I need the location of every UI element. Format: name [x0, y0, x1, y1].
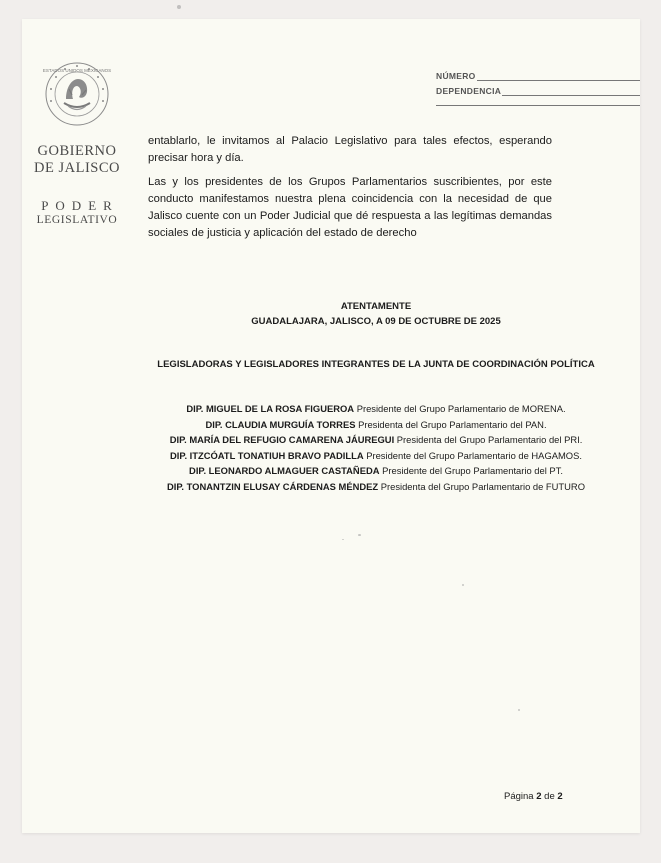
blank-field-line	[436, 97, 640, 106]
signer-line	[122, 417, 630, 433]
de-label: de	[544, 791, 555, 802]
signer-name: DIP. LEONARDO ALMAGUER CASTAÑEDA	[189, 465, 380, 477]
speck	[358, 534, 361, 536]
letter-body	[148, 133, 552, 249]
legislativo-label: LEGISLATIVO	[36, 214, 118, 226]
speck	[462, 584, 464, 586]
page-number	[504, 791, 563, 802]
signer-line	[122, 479, 630, 495]
signer-role: Presidente del Grupo Parlamentario de MORENA.	[356, 403, 566, 414]
poder-label: PODER	[41, 198, 119, 213]
body-paragraph-1: entablarlo, le invitamos al Palacio Legislativo para tales efectos, esperando precisar hora y día.	[148, 135, 552, 164]
letterhead	[22, 59, 132, 227]
signer-name: DIP. TONANTZIN ELUSAY CÁRDENAS MÉNDEZ	[166, 480, 379, 492]
signer-role: Presidente del Grupo Parlamentario de HAGAMOS.	[366, 449, 582, 461]
dependencia-field	[436, 82, 640, 96]
seal-text: ESTADOS UNIDOS MEXICANOS	[42, 68, 112, 73]
gobierno-line-2: DE JALISCO	[34, 160, 120, 176]
page-current: 2	[536, 791, 542, 802]
numero-field	[436, 67, 640, 81]
numero-line	[477, 72, 640, 81]
pagina-label: Página	[504, 791, 534, 802]
atentamente: ATENTAMENTE	[340, 301, 412, 312]
signer-role: Presidenta del Grupo Parlamentario del PRI.	[396, 434, 583, 446]
signer-name: DIP. CLAUDIA MURGUÍA TORRES	[205, 418, 356, 430]
signer-role: Presidente del Grupo Parlamentario del PT.	[382, 465, 563, 477]
signer-line	[122, 448, 630, 464]
place-and-date: GUADALAJARA, JALISCO, A 09 DE OCTUBRE DE 2025	[251, 316, 501, 327]
speck	[518, 709, 520, 711]
signer-role: Presidenta del Grupo Parlamentario de FUTURO	[380, 480, 585, 492]
dependencia-line	[502, 87, 640, 96]
signer-line	[122, 432, 630, 448]
signer-name: DIP. MIGUEL DE LA ROSA FIGUEROA	[186, 403, 355, 414]
gobierno-line-1: GOBIERNO	[37, 143, 117, 159]
page-total: 2	[557, 791, 563, 802]
signer-name: DIP. MARÍA DEL REFUGIO CAMARENA JÁUREGUI	[169, 434, 395, 446]
closing-block	[148, 299, 604, 329]
numero-label: NÚMERO	[436, 71, 476, 81]
speck	[342, 539, 344, 540]
signer-line	[122, 401, 630, 417]
gobierno-de-jalisco	[22, 143, 132, 177]
form-fields	[436, 67, 640, 106]
coat-of-arms-seal-icon	[42, 59, 112, 129]
dependencia-label: DEPENDENCIA	[436, 86, 502, 96]
signer-role: Presidenta del Grupo Parlamentario del PAN.	[358, 418, 547, 430]
signer-name: DIP. ITZCÓATL TONATIUH BRAVO PADILLA	[170, 449, 364, 461]
signer-line	[122, 463, 630, 479]
body-paragraph-2: Las y los presidentes de los Grupos Parlamentarios suscribientes, por este conducto manifestamos nuestra plena coincidencia con la necesidad de que Jalisco cuente con un Poder Judicial que dé respuesta a las legítimas demandas sociales de justicia y aplicación del estado de derecho	[148, 176, 552, 239]
speck	[177, 5, 181, 9]
junta-title: LEGISLADORAS Y LEGISLADORES INTEGRANTES DE LA JUNTA DE COORDINACIÓN POLÍTICA	[157, 359, 595, 370]
signers-list	[122, 401, 630, 495]
document-page	[22, 19, 640, 833]
